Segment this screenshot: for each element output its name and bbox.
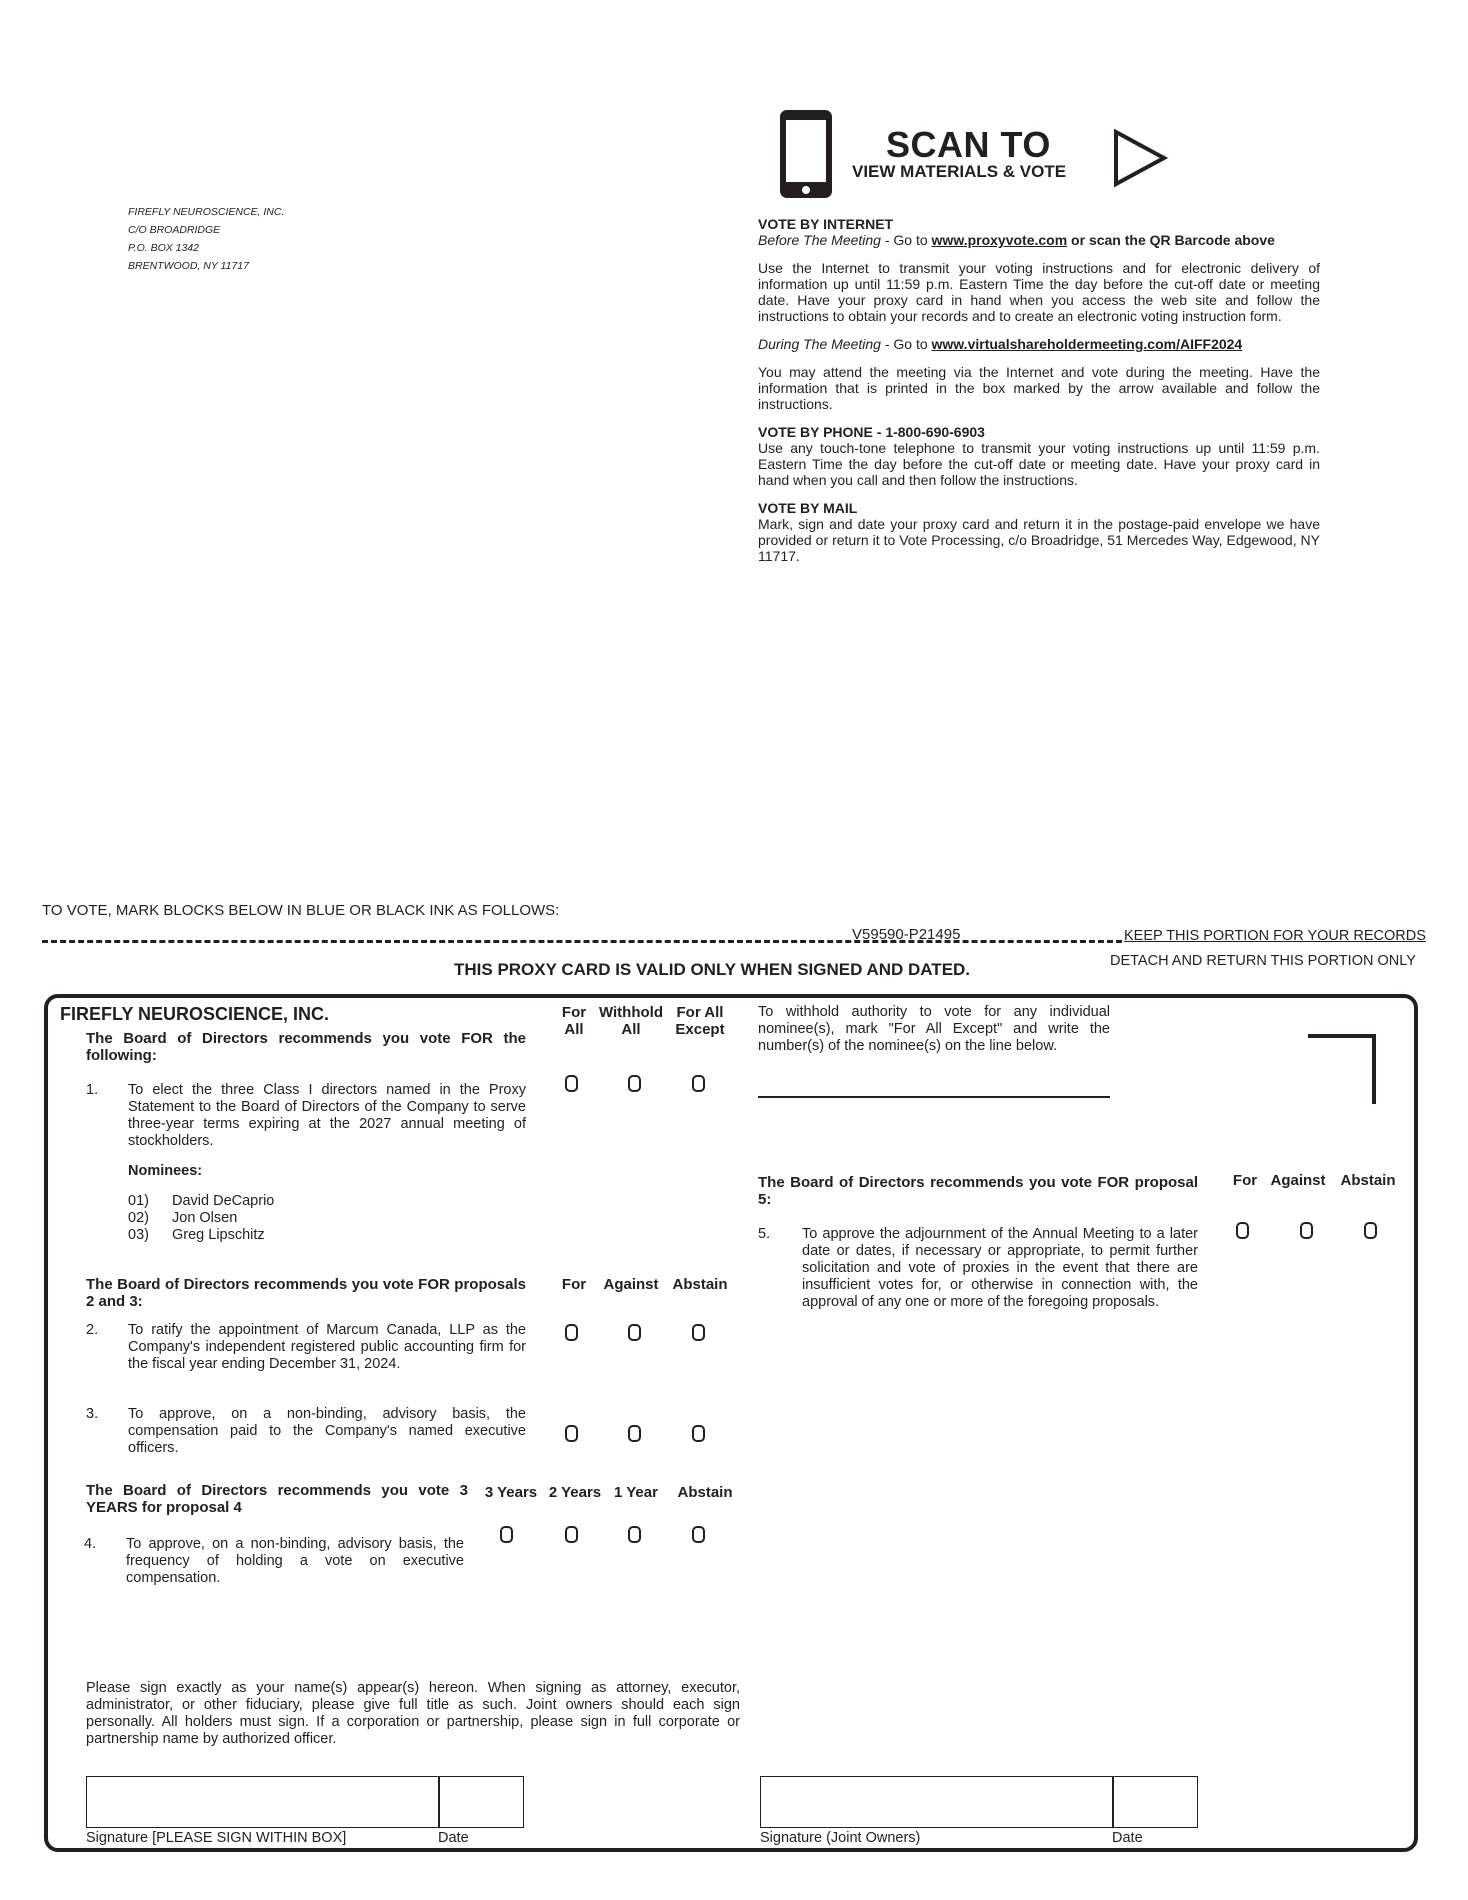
p3-abstain-checkbox[interactable] <box>692 1425 705 1442</box>
signature-label: Signature [PLEASE SIGN WITHIN BOX] <box>86 1830 347 1846</box>
company-name: FIREFLY NEUROSCIENCE, INC. <box>60 1004 330 1024</box>
phone-heading: VOTE BY PHONE - 1-800-690-6903 <box>758 424 985 440</box>
proposal-1-number: 1. <box>86 1082 99 1098</box>
joint-signature-box[interactable] <box>760 1776 1114 1828</box>
p1-withhold-all-checkbox[interactable] <box>628 1075 641 1092</box>
col-1-year: 1 Year <box>614 1484 658 1501</box>
control-code: V59590-P21495 <box>852 926 961 943</box>
col-against: Against <box>603 1276 659 1293</box>
joint-date-box[interactable] <box>1112 1776 1198 1828</box>
col-against: Against <box>1270 1172 1326 1189</box>
p4-1-year-checkbox[interactable] <box>628 1526 641 1543</box>
phone-icon <box>778 108 834 200</box>
p5-for-checkbox[interactable] <box>1236 1222 1249 1239</box>
col-abstain: Abstain <box>1340 1172 1396 1189</box>
internet-during <box>758 336 1320 352</box>
col-3-years: 3 Years <box>484 1484 538 1501</box>
address-line: P.O. BOX 1342 <box>128 242 200 254</box>
sign-instruction: Please sign exactly as your name(s) appear(s) hereon. When signing as attorney, executor, administrator, or other fiduciary, please give full title as such. Joint owners should each sign personally. All holders must sign. If a corporation or partnership, please sign in full corporate or partnership name by authorized officer. <box>86 1680 740 1747</box>
p4-2-years-checkbox[interactable] <box>565 1526 578 1543</box>
recommendation-1: The Board of Directors recommends you vote FOR the following: <box>86 1030 526 1064</box>
nominee-number: 03) <box>128 1227 149 1243</box>
withhold-instruction: To withhold authority to vote for any individual nominee(s), mark "For All Except" and write the number(s) of the nominee(s) on the line below. <box>758 1004 1110 1054</box>
recommendation-5: The Board of Directors recommends you vote FOR proposal 5: <box>758 1174 1198 1208</box>
nominee-name: Greg Lipschitz <box>172 1227 265 1243</box>
date-box[interactable] <box>438 1776 524 1828</box>
proposal-4-number: 4. <box>84 1536 97 1552</box>
p3-for-checkbox[interactable] <box>565 1425 578 1442</box>
internet-heading: VOTE BY INTERNET <box>758 216 894 232</box>
col-2-years: 2 Years <box>548 1484 602 1501</box>
p3-against-checkbox[interactable] <box>628 1425 641 1442</box>
p4-3-years-checkbox[interactable] <box>500 1526 513 1543</box>
address-line: BRENTWOOD, NY 11717 <box>128 260 249 272</box>
proposal-3-text: To approve, on a non-binding, advisory basis, the compensation paid to the Company's named executive officers. <box>128 1406 526 1456</box>
col-for-all: For All <box>561 1004 587 1038</box>
p4-abstain-checkbox[interactable] <box>692 1526 705 1543</box>
valid-notice: THIS PROXY CARD IS VALID ONLY WHEN SIGNED AND DATED. <box>454 960 971 979</box>
proposal-1-text: To elect the three Class I directors named in the Proxy Statement to the Board of Directors of the Company to serve three-year terms expiring at the 2027 annual meeting of stockholders. <box>128 1082 526 1149</box>
nominee-name: David DeCaprio <box>172 1193 275 1209</box>
keep-portion: KEEP THIS PORTION FOR YOUR RECORDS <box>1124 928 1426 944</box>
detach-portion: DETACH AND RETURN THIS PORTION ONLY <box>1110 953 1416 969</box>
proposal-2-number: 2. <box>86 1322 99 1338</box>
during-label: During The Meeting <box>758 336 881 352</box>
date-label: Date <box>438 1830 469 1846</box>
col-abstain: Abstain <box>677 1484 733 1501</box>
corner-mark <box>1308 1034 1376 1104</box>
recommendation-2-3: The Board of Directors recommends you vote FOR proposals 2 and 3: <box>86 1276 526 1310</box>
internet-during-body: You may attend the meeting via the Internet and vote during the meeting. Have the information that is printed in the box marked by the arrow available and follow the instructions. <box>758 364 1320 412</box>
return-address <box>128 203 284 275</box>
col-withhold-all: Withhold All <box>598 1004 663 1038</box>
before-tail: or scan the QR Barcode above <box>1067 232 1275 248</box>
proposal-2-text: To ratify the appointment of Marcum Canada, LLP as the Company's independent registered public accounting firm for the fiscal year ending December 31, 2024. <box>128 1322 526 1372</box>
virtual-meeting-link[interactable]: www.virtualshareholdermeeting.com/AIFF2024 <box>931 336 1243 352</box>
nominees-label: Nominees: <box>128 1163 203 1179</box>
voting-instructions <box>758 216 1320 564</box>
internet-body: Use the Internet to transmit your voting instructions and for electronic delivery of information up until 11:59 p.m. Eastern Time the day before the cut-off date or meeting date. Have your proxy card in hand when you access the web site and follow the instructions to obtain your records and to create an electronic voting instruction form. <box>758 260 1320 324</box>
nominee-exception-line[interactable] <box>758 1096 1110 1098</box>
p1-for-all-checkbox[interactable] <box>565 1075 578 1092</box>
joint-signature-label: Signature (Joint Owners) <box>760 1830 921 1846</box>
scan-title: SCAN TO <box>886 124 1051 165</box>
mark-instruction: TO VOTE, MARK BLOCKS BELOW IN BLUE OR BLACK INK AS FOLLOWS: <box>42 902 560 919</box>
proxyvote-link[interactable]: www.proxyvote.com <box>931 232 1068 248</box>
address-line: C/O BROADRIDGE <box>128 224 221 236</box>
col-abstain: Abstain <box>672 1276 728 1293</box>
scan-subtitle: VIEW MATERIALS & VOTE <box>852 162 1067 181</box>
nominee-number: 01) <box>128 1193 149 1209</box>
nominee-number: 02) <box>128 1210 149 1226</box>
mail-heading: VOTE BY MAIL <box>758 500 858 516</box>
address-line: FIREFLY NEUROSCIENCE, INC. <box>128 206 285 218</box>
proposal-5-text: To approve the adjournment of the Annual Meeting to a later date or dates, if necessary or appropriate, to permit further solicitation and vote of proxies in the event that there are insufficient votes for, or otherwise in connection with, the approval of any one or more of the foregoing proposals. <box>802 1226 1198 1310</box>
p5-against-checkbox[interactable] <box>1300 1222 1313 1239</box>
signature-box[interactable] <box>86 1776 440 1828</box>
mail-body: Mark, sign and date your proxy card and return it in the postage-paid envelope we have provided or return it to Vote Processing, c/o Broadridge, 51 Mercedes Way, Edgewood, NY 11717. <box>758 516 1320 564</box>
p2-against-checkbox[interactable] <box>628 1324 641 1341</box>
before-go: - Go to <box>880 232 932 248</box>
during-go: - Go to <box>880 336 932 352</box>
play-arrow-icon <box>1112 128 1170 188</box>
internet-before <box>758 232 1320 248</box>
before-label: Before The Meeting <box>758 232 881 248</box>
p2-abstain-checkbox[interactable] <box>692 1324 705 1341</box>
col-for-all-except: For All Except <box>675 1004 725 1038</box>
proposal-5-number: 5. <box>758 1226 771 1242</box>
p2-for-checkbox[interactable] <box>565 1324 578 1341</box>
phone-body: Use any touch-tone telephone to transmit your voting instructions up until 11:59 p.m. Eastern Time the day before the cut-off date or meeting date. Have your proxy card in hand when you call and then follow the instructions. <box>758 440 1320 488</box>
p1-for-all-except-checkbox[interactable] <box>692 1075 705 1092</box>
joint-date-label: Date <box>1112 1830 1143 1846</box>
nominee-name: Jon Olsen <box>172 1210 238 1226</box>
col-for: For <box>1232 1172 1258 1189</box>
p5-abstain-checkbox[interactable] <box>1364 1222 1377 1239</box>
col-for: For <box>561 1276 587 1293</box>
proposal-3-number: 3. <box>86 1406 99 1422</box>
proposal-4-text: To approve, on a non-binding, advisory basis, the frequency of holding a vote on executive compensation. <box>126 1536 464 1586</box>
recommendation-4: The Board of Directors recommends you vote 3 YEARS for proposal 4 <box>86 1482 468 1516</box>
